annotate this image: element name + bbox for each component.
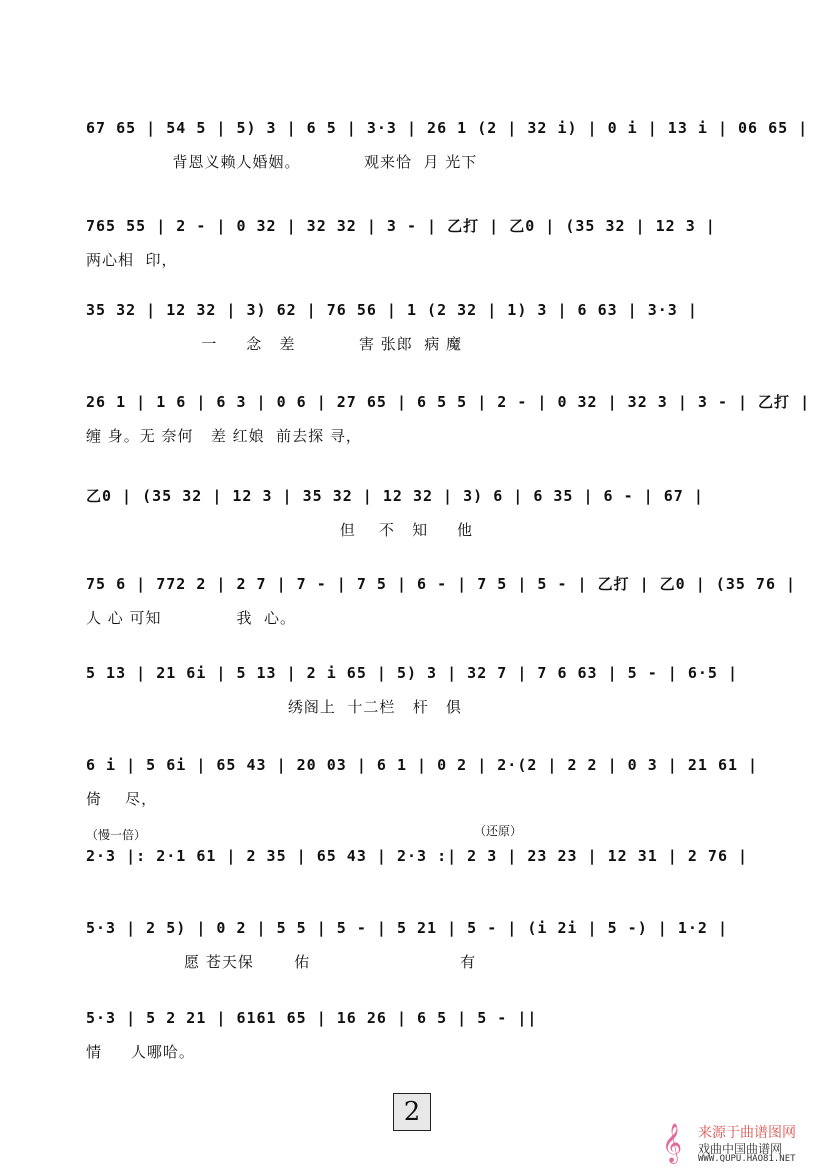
watermark-line2: 戏曲中国曲谱网 [698,1142,783,1156]
notation-line: 5·3 | 5 2 21 | 6161 65 | 16 26 | 6 5 | 5 - || [86,1009,538,1027]
score-system [86,392,811,462]
notation-line: 26 1 | 1 6 | 6 3 | 0 6 | 27 65 | 6 5 5 | 2 - | 0 32 | 32 3 | 3 - | 乙打 | [86,393,811,411]
score-system [86,118,809,188]
notation-line: 765 55 | 2 - | 0 32 | 32 32 | 3 - | 乙打 | 乙0 | (35 32 | 12 3 | [86,217,716,235]
notation-line: 5·3 | 2 5) | 0 2 | 5 5 | 5 - | 5 21 | 5 - | (i 2i | 5 -) | 1·2 | [86,919,728,937]
score-system [86,918,754,988]
lyric-line: 愿 苍天保 佑 有 [86,953,477,971]
lyric-line: 背恩义赖人婚姻。 观来恰 月 光下 [86,153,478,171]
lyric-line: 但 不 知 他 [86,521,474,539]
watermark-line3: WWW.QUPU.HAO81.NET [698,1154,796,1164]
watermark-line1: 来源于曲谱图网 [698,1125,796,1141]
notation-line: 乙0 | (35 32 | 12 3 | 35 32 | 12 32 | 3) 6 | 6 35 | 6 - | 67 | [86,487,704,505]
score-system [86,216,754,286]
notation-line: 5 13 | 21 6i | 5 13 | 2 i 65 | 5) 3 | 32 7 | 7 6 63 | 5 - | 6·5 | [86,664,738,682]
score-system [86,824,754,916]
score-system [86,300,754,370]
score-system [86,755,759,825]
lyric-line: 人 心 可知 我 心。 [86,609,297,627]
notation-line: 6 i | 5 6i | 65 43 | 20 03 | 6 1 | 0 2 | 2·(2 | 2 2 | 0 3 | 21 61 | [86,756,759,774]
notation-line: 75 6 | 772 2 | 2 7 | 7 - | 7 5 | 6 - | 7 5 | 5 - | 乙打 | 乙0 | (35 76 | [86,575,797,593]
score-system [86,486,754,556]
lyric-line: 绣阁上 十二栏 杆 俱 [86,698,463,716]
lyric-line: 倚 尽， [86,790,158,808]
lyric-line: 缠 身。无 奈何 差 红娘 前去探 寻， [86,427,362,445]
lyric-line: 两心相 印， [86,251,178,269]
notation-line: 35 32 | 12 32 | 3) 62 | 76 56 | 1 (2 32 | 1) 3 | 6 63 | 3·3 | [86,301,698,319]
score-system [86,574,797,644]
score-system [86,1008,754,1078]
watermark [662,1120,824,1166]
treble-clef-icon: 𝄞 [662,1123,683,1163]
notation-line: 67 65 | 54 5 | 5) 3 | 6 5 | 3·3 | 26 1 (2 | 32 i) | 0 i | 13 i | 06 65 | [86,119,809,137]
lyric-line: 情 人哪哈。 [86,1043,195,1061]
tempo-marking: （还原） [474,824,523,838]
tempo-marking: （慢一倍） [86,828,147,842]
page-number: 2 [393,1093,431,1131]
score-system [86,663,754,733]
notation-line: 2·3 |: 2·1 61 | 2 35 | 65 43 | 2·3 :| 2 3 | 23 23 | 12 31 | 2 76 | [86,847,749,865]
lyric-line: 一 念 差 害 张郎 病 魔 [86,335,463,353]
